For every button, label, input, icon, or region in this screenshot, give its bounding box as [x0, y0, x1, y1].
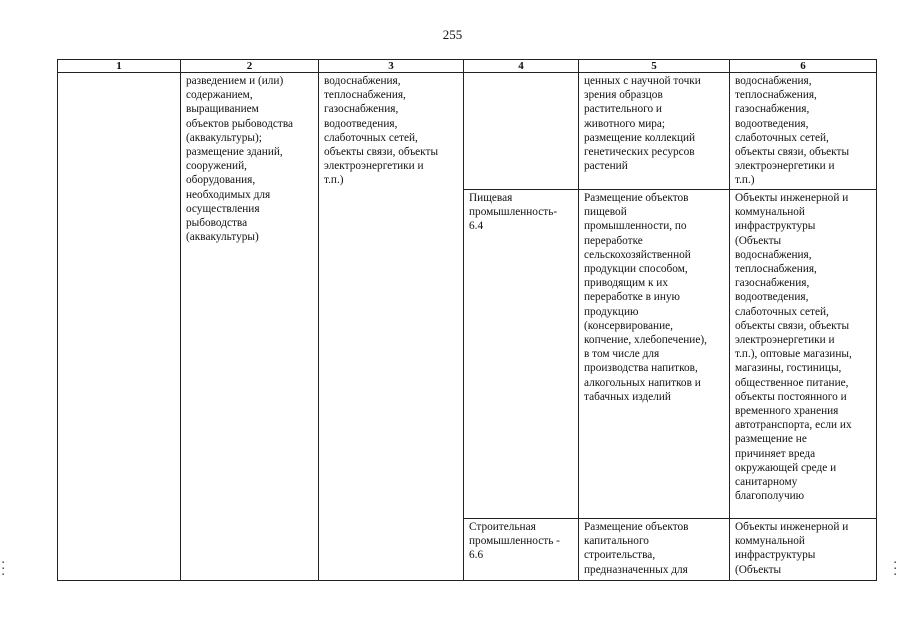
cell-col4-construction-industry: Строительная промышленность - 6.6 [464, 519, 579, 581]
cell-col4-food-industry: Пищевая промышленность- 6.4 [464, 190, 579, 519]
column-header-2: 2 [181, 60, 319, 73]
cell-col2-aquaculture: разведением и (или) содержанием, выращиванием объектов рыбоводства (аквакультуры); размещение зданий, сооружений, оборудования, необходимых для осуществления рыбоводства (аквакультуры) [181, 73, 319, 581]
cell-col5-food-industry-desc: Размещение объектов пищевой промышленности, по переработке сельскохозяйственной продукции способом, приводящим к их переработке в иную продукцию (консервирование, копчение, хлебопечение), в том числе для производства напитков, алкогольных напитков и табачных изделий [579, 190, 730, 519]
table-header-row [58, 60, 877, 73]
cell-col6-food-industry-objects: Объекты инженерной и коммунальной инфраструктуры (Объекты водоснабжения, теплоснабжения, газоснабжения, водоотведения, слаботочных сетей, объекты связи, объекты электроэнергетики и т.п.), оптовые магазины, магазины, гостиницы, общественное питание, объекты постоянного и временного хранения автотранспорта, если их размещение не причиняет вреда окружающей среде и санитарному благополучию [730, 190, 877, 519]
margin-scan-mark-right: ▪ ▪ ▪ [894, 560, 897, 578]
cell-col6-construction-objects: Объекты инженерной и коммунальной инфраструктуры (Объекты [730, 519, 877, 581]
table-row [58, 73, 877, 190]
cell-col4-empty [464, 73, 579, 190]
page-number: 255 [442, 27, 463, 42]
cell-col3-utilities: водоснабжения, теплоснабжения, газоснабжения, водоотведения, слаботочных сетей, объекты связи, объекты электроэнергетики и т.п.) [319, 73, 464, 581]
column-header-4: 4 [464, 60, 579, 73]
land-use-table [57, 59, 877, 581]
cell-col1 [58, 73, 181, 581]
cell-col6-utilities: водоснабжения, теплоснабжения, газоснабжения, водоотведения, слаботочных сетей, объекты связи, объекты электроэнергетики и т.п.) [730, 73, 877, 190]
cell-col5-collections: ценных с научной точки зрения образцов растительного и животного мира; размещение коллекций генетических ресурсов растений [579, 73, 730, 190]
column-header-5: 5 [579, 60, 730, 73]
column-header-3: 3 [319, 60, 464, 73]
margin-scan-mark-left: ▪ ▪ ▪ [2, 560, 5, 578]
cell-col5-construction-desc: Размещение объектов капитального строительства, предназначенных для [579, 519, 730, 581]
column-header-6: 6 [730, 60, 877, 73]
column-header-1: 1 [58, 60, 181, 73]
